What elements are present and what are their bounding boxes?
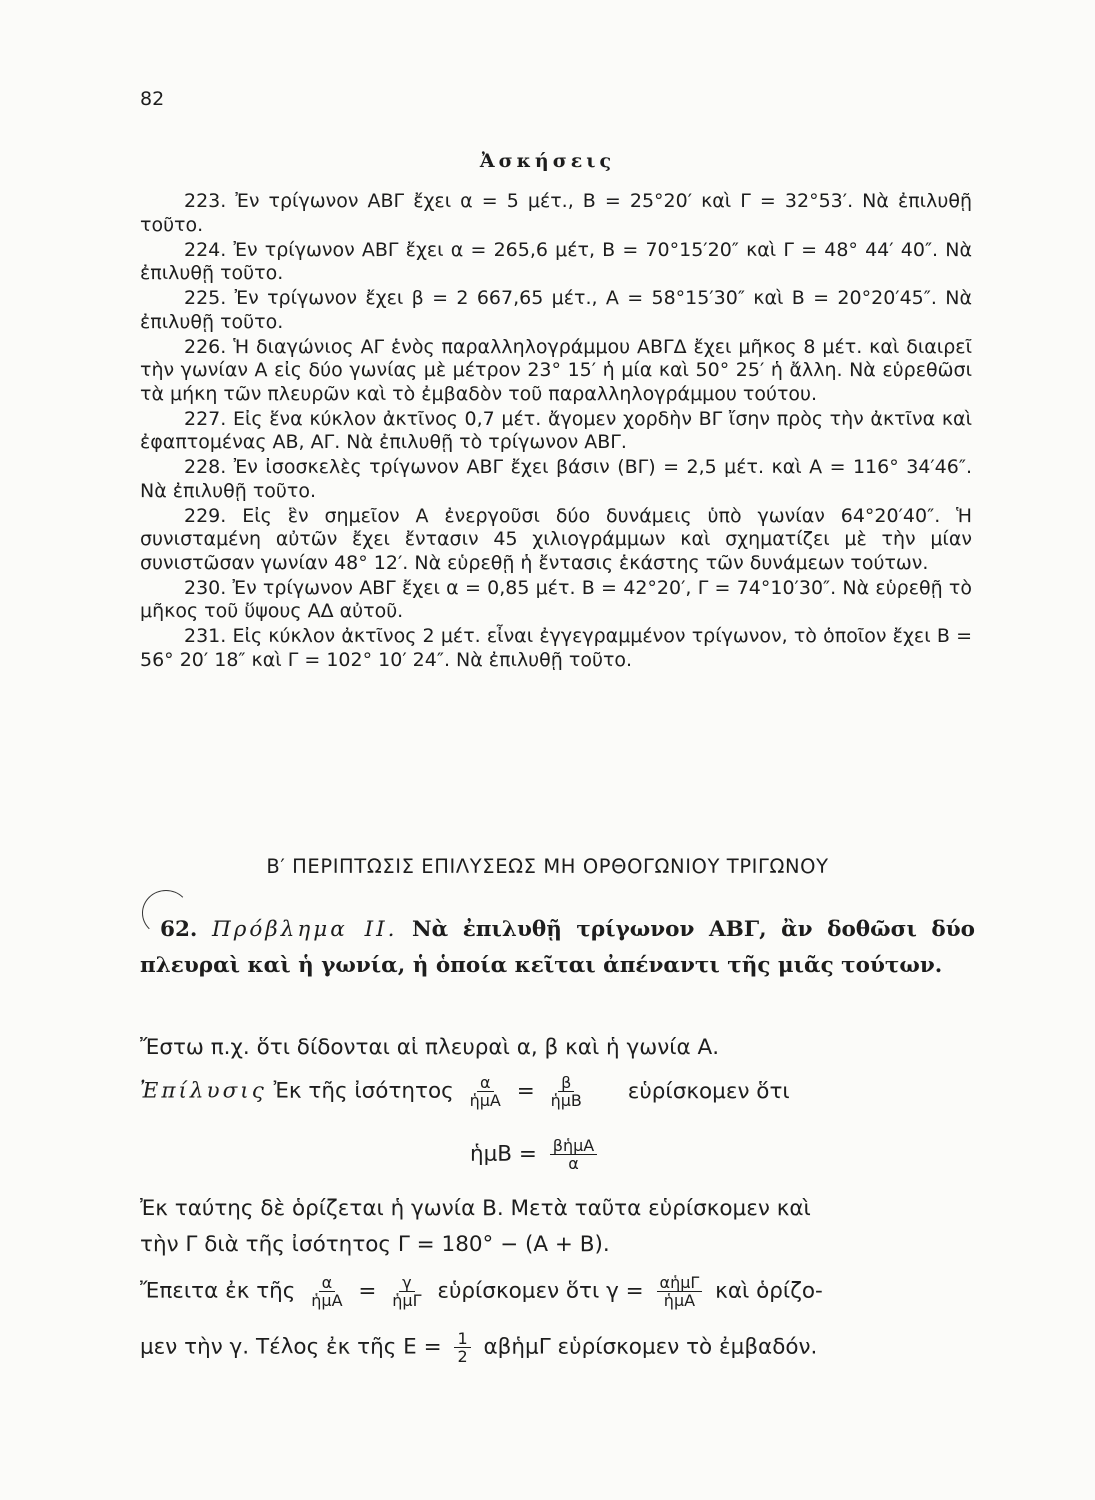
then-line: Ἔπειτα ἐκ τῆς $\frac{\alpha}{\text{ἡμΑ}}$ = $\frac{\gamma}{\text{ἡμΓ}}$ εὑρίσκομεν ὅτι γ = $\frac{\text{αἡμΓ}}{\text{ἡμΑ}}$ καὶ ὁρίζο-: [140, 1273, 823, 1310]
solution-label: Ἐπίλυσις: [140, 1078, 267, 1104]
fraction: $\frac{\beta}{\text{ἡμΒ}}$: [550, 1073, 582, 1110]
exercise-item: 231. Εἰς κύκλον ἀκτῖνος 2 μέτ. εἶναι ἐγγεγραμμένον τρίγωνον, τὸ ὁποῖον ἔχει Β = 56° 20′ 18″ καὶ Γ = 102° 10′ 24″. Νὰ ἐπιλυθῇ τοῦτο.: [140, 625, 972, 671]
fraction: $\frac{\alpha}{\text{ἡμΑ}}$: [311, 1273, 343, 1310]
exercise-item: 228. Ἐν ἰσοσκελὲς τρίγωνον ΑΒΓ ἔχει βάσιν (ΒΓ) = 2,5 μέτ. καὶ Α = 116° 34′46″. Νὰ ἐπιλυθῇ τοῦτο.: [140, 456, 972, 502]
exercise-item: 230. Ἐν τρίγωνον ΑΒΓ ἔχει α = 0,85 μέτ. Β = 42°20′, Γ = 74°10′30″. Νὰ εὑρεθῇ τὸ μῆκος τοῦ ὕψους ΑΔ αὐτοῦ.: [140, 576, 972, 622]
exercise-item: 226. Ἡ διαγώνιος ΑΓ ἑνὸς παραλληλογράμμου ΑΒΓΔ ἔχει μῆκος 8 μέτ. καὶ διαιρεῖ τὴν γωνίαν Α εἰς δύο γωνίας μὲ μέτρον 23° 15′ ἡ μία καὶ 50° 25′ ἡ ἄλλη. Νὰ εὑρεθῶσι τὰ μήκη τῶν πλευρῶν καὶ τὸ ἐμβαδὸν τοῦ παραλληλογράμμου τούτου.: [140, 335, 972, 405]
problem-label: Πρόβλημα ΙΙ.: [211, 917, 398, 942]
area-line: μεν τὴν γ. Τέλος ἐκ τῆς Ε = $\frac{1}{2}$ αβἡμΓ εὑρίσκομεν τὸ ἐμβαδόν.: [140, 1329, 818, 1366]
exercise-item: 223. Ἐν τρίγωνον ΑΒΓ ἔχει α = 5 μέτ., Β = 25°20′ καὶ Γ = 32°53′. Νὰ ἐπιλυθῇ τοῦτο.: [140, 190, 972, 236]
exercise-list: [140, 190, 972, 674]
fraction: $\frac{\text{αἡμΓ}}{\text{ἡμΑ}}$: [657, 1274, 703, 1309]
sinB-formula: ἡμΒ = $\frac{\text{βἡμΑ}}{\alpha}$: [470, 1137, 603, 1172]
problem-statement: [140, 912, 975, 984]
fraction: $\frac{1}{2}$: [454, 1330, 470, 1365]
gamma-line: τὴν Γ διὰ τῆς ἰσότητος Γ = 180° − (Α + Β).: [140, 1232, 610, 1257]
fraction: $\frac{\text{βἡμΑ}}{\alpha}$: [550, 1137, 597, 1172]
exercise-item: 224. Ἐν τρίγωνον ΑΒΓ ἔχει α = 265,6 μέτ, Β = 70°15′20″ καὶ Γ = 48° 44′ 40″. Νὰ ἐπιλυθῇ τοῦτο.: [140, 238, 972, 284]
problem-number: 62.: [160, 912, 197, 948]
problem-text: Νὰ ἐπιλυθῇ τρίγωνον ΑΒΓ, ἂν δοθῶσι δύο πλευραὶ καὶ ἡ γωνία, ἡ ὁποία κεῖται ἀπέναντι τῆς μιᾶς τούτων.: [140, 917, 975, 978]
exercise-item: 227. Εἰς ἕνα κύκλον ἀκτῖνος 0,7 μέτ. ἄγομεν χορδὴν ΒΓ ἴσην πρὸς τὴν ἀκτῖνα καὶ ἐφαπτομένας ΑΒ, ΑΓ. Νὰ ἐπιλυθῇ τὸ τρίγωνον ΑΒΓ.: [140, 407, 972, 453]
fraction: $\frac{\gamma}{\text{ἡμΓ}}$: [392, 1273, 422, 1310]
section-title: Β′ ΠΕΡΙΠΤΩΣΙΣ ΕΠΙΛΥΣΕΩΣ ΜΗ ΟΡΘΟΓΩΝΙΟΥ ΤΡΙΓΩΝΟΥ: [266, 855, 829, 878]
exercise-item: 229. Εἰς ἓν σημεῖον Α ἐνεργοῦσι δύο δυνάμεις ὑπὸ γωνίαν 64°20′40″. Ἡ συνισταμένη αὐτῶν ἔχει ἔντασιν 45 χιλιογράμμων καὶ σχηματίζει μὲ τὴν μίαν συνιστῶσαν γωνίαν 48° 12′. Νὰ εὑρεθῇ ἡ ἔντασις ἑκάστης τῶν δυνάμεων τούτων.: [140, 504, 972, 574]
solution-line: Ἐπίλυσις Ἐκ τῆς ἰσότητος $\frac{\alpha}{\text{ἡμΑ}}$ = $\frac{\beta}{\text{ἡμΒ}}$ εὑρίσκομεν ὅτι: [140, 1073, 790, 1110]
page-number: 82: [140, 88, 165, 110]
given-line: Ἔστω π.χ. ὅτι δίδονται αἱ πλευραὶ α, β καὶ ἡ γωνία Α.: [140, 1035, 720, 1060]
exercise-item: 225. Ἐν τρίγωνον ἔχει β = 2 667,65 μέτ., Α = 58°15′30″ καὶ Β = 20°20′45″. Νὰ ἐπιλυθῇ τοῦτο.: [140, 287, 972, 333]
from-this-line: Ἐκ ταύτης δὲ ὁρίζεται ἡ γωνία Β. Μετὰ ταῦτα εὑρίσκομεν καὶ: [140, 1196, 811, 1221]
circled-mark: [142, 890, 190, 936]
page-heading: Ἀσκήσεις: [479, 150, 616, 172]
fraction: $\frac{\alpha}{\text{ἡμΑ}}$: [469, 1073, 501, 1110]
